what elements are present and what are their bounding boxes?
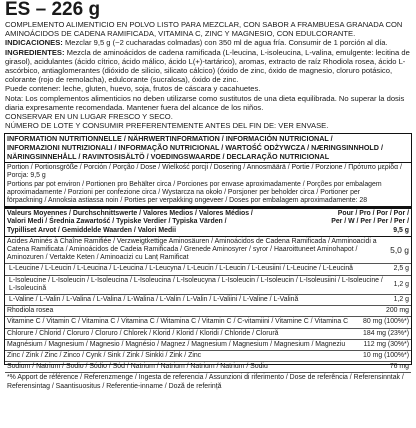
nutrition-table — [4, 133, 412, 390]
indications-paragraph — [5, 38, 412, 47]
per-serving-amount: 9,5 g — [393, 226, 409, 234]
nutrition-header-line: NÄRINGSINNEHÅLL / RAVINTOSISÄLTÖ / VOEDINGSWAARDE / DECLARAÇÃO NUTRICIONAL — [7, 151, 330, 161]
portions-per-container-line: Portions par pot environ / Portionen pro Behälter circa / Porciones por envase aproximadamente / Porções por embalagem — [7, 180, 382, 188]
nutrient-name: Magnésium / Magnesium / Magnesio / Magnésio / Magnez / Magnesium / Magnesium / Magnesium / Magneziu — [7, 340, 346, 348]
nutrient-name: L-Leucine / L-Leucin / L-Leucina / L-Leucina / L-Leucyna / L-Leucin / L-Leucin / L-Leusiini / L-Leucine / L-Leucină — [9, 265, 353, 273]
nutrition-header-line: INFORMAZIONI NUTRIZIONALI / INFORMAÇÃO NUTRICIONAL / WARTOŚĆ ODŻYWCZA / NÆRINGSINNHOLD / — [7, 143, 383, 153]
nutrient-row — [5, 351, 411, 362]
average-values-header — [5, 209, 411, 237]
ingredients-paragraph — [5, 48, 412, 85]
average-values-line: Valori Medi / Średnia Zawartość / Typiske Verdier / Typiska Värden / — [7, 218, 227, 226]
portions-per-container-line: aproximadamente / Porzioni per confezione circa / Wystarcza na około / Porsjoner per beholder circa / Portioner per — [7, 188, 361, 196]
per-serving-label — [331, 210, 409, 235]
nutrient-row — [5, 329, 411, 340]
nutrient-row — [5, 264, 411, 275]
may-contain-text: Puede contener: leche, gluten, huevo, soja, frutos de cáscara y cacahuetes. — [5, 84, 261, 94]
nutrient-value: 200 mg — [386, 307, 409, 315]
nutrient-name: Rhodiola rosea — [7, 307, 54, 315]
nutrient-value: 80 mg (100%*) — [363, 318, 409, 326]
average-values-label — [7, 210, 253, 235]
nutrient-name: Vitamine C / Vitamin C / Vitamina C / Vitamina C / Witamina C / Vitamin C / C-vitamiini / Vitamine C / Vitamina C — [7, 318, 349, 326]
reference-intake-footnote: *% Apport de référence / Referenzmenge / Ingesta de referencia / Assunzioni di riferimento / Dose de referência / Referensinntak / Referensintag / Saantisuositus / Referentie-inname / Doză de referință — [7, 374, 404, 390]
product-summary: COMPLEMENTO ALIMENTICIO EN POLVO LISTO PARA MEZCLAR, CON SABOR A FRAMBUESA GRANADA CON AMINOÁCIDOS DE CADENA RAMIFICADA, VITAMINA C, ZINC Y MAGNESIO, CON EDULCORANTE. — [5, 20, 403, 39]
nutrient-value: 184 mg (23%*) — [363, 329, 409, 337]
nutrient-rows — [5, 237, 411, 374]
nutrient-value: 1,2 g — [393, 296, 409, 304]
portion-size-line: Portion / Portionsgröße / Porción / Porção / Dose / Wielkość porcji / Dosering / Annosmäärä / Portie / Porzione / Πρότυπο μερίδα / Porcja: 9,5 g — [7, 164, 402, 180]
nutrient-name: Chlorure / Chlorid / Cloruro / Cloruro / Chlorek / Klorid / Klorid / Kloridi / Chloride / Clorură — [7, 329, 279, 337]
nutrient-row — [5, 362, 411, 373]
per-serving-line: Per / W / Per / Per / Per / — [331, 218, 409, 226]
indications-text: Mezclar 9,5 g (~2 cucharadas colmadas) con 350 ml de agua fría. Consumir de 1 porción al día. — [64, 38, 388, 48]
nutrient-name: Zinc / Zink / Zinc / Zinco / Cynk / Sink / Zink / Sinkki / Zink / Zinc — [7, 352, 202, 360]
product-description — [0, 20, 416, 130]
storage-text: CONSERVAR EN UN LUGAR FRESCO Y SECO. — [5, 112, 173, 122]
nutrient-row — [5, 340, 411, 351]
nutrient-value: 5,0 g — [390, 245, 409, 256]
nutrient-value: 76 mg — [389, 363, 409, 371]
nutrient-name: Acides Aminés à Chaîne Ramifiée / Verzweigtkettige Aminosäuren / Aminoácidos de Cadena Ramificada / Amminoacidi a Catena Ramificata / Aminoácidos de Cadeia Ramificada / Grenede Aminosyrer / syror / Haaroittuneet Aminohapot / Aminozuren / Vertakte Keten / Aminoacizi cu Lanț Ramificat — [7, 237, 377, 262]
nutrient-row — [5, 317, 411, 328]
nutrient-name: L-Valine / L-Valin / L-Valina / L-Valina / L-Walina / L-Valin / L-Valin / L-Valiini / L-Valine / L-Valină — [9, 296, 299, 304]
nutrient-name: Sodium / Natrium / Sodio / Sódio / Sód / Natrium / Natrium / Natrium / Natrium / Sodiu — [7, 363, 268, 371]
note-paragraph — [5, 94, 412, 112]
average-values-line: Valeurs Moyennes / Durchschnittswerte / Valores Medios / Valores Médios / — [7, 210, 253, 218]
ingredients-label: INGREDIENTES: — [5, 47, 65, 57]
per-serving-line: Pour / Pro / Por / Por / — [337, 210, 409, 218]
nutrient-row — [5, 276, 411, 295]
lot-text: NÚMERO DE LOTE Y CONSUMIR PREFERENTEMENTE ANTES DEL FIN DE: VER ENVASE. — [5, 121, 329, 131]
language-title: ES – 226 g — [5, 0, 101, 20]
nutrition-header-line: INFORMATION NUTRITIONNELLE / NÄHRWERTINFORMATION / INFORMACIÓN NUTRICIONAL / — [7, 134, 333, 144]
ingredients-text: Mezcla de aminoácidos de cadena ramificada (L-leucina, L-isoleucina, L-valina, emulgente: lecitina de girasol), acidulantes (ácido cítrico, ácido málico, ácido L(+)-tartárico), aromas, extracto de raíz Rhodiola rosea, ácido L-ascórbico, antiaglomerantes (dióxido de silicio, silicato cálcico) (óxido de zinc, óxido de magnesio, cloruro potásico, colorante (rojo de remolacha), edulcorante (sucralosa), óxido de zinc. — [5, 47, 410, 85]
nutrient-row — [5, 306, 411, 317]
nutrient-value: 1,2 g — [393, 280, 409, 288]
nutrient-name: L-Isoleucine / L-Isoleucin / L-Isoleucina / L-Isoleucina / L-Isoleucyna / L-Isoleucin / L-Isoleucin / L-Isoleusiini / L-Isoleucine / L-Isoleucină — [9, 276, 383, 292]
nutrient-value: 10 mg (100%*) — [363, 352, 409, 360]
nutrient-row — [5, 295, 411, 306]
note-text: Los complementos alimenticios no deben utilizarse como sustitutos de una dieta equilibrada. No superar la dosis diaria expresamente recomendada. Mantener fuera del alcance de los niños. — [5, 93, 405, 112]
note-label: Nota: — [5, 93, 24, 103]
nutrient-value: 112 mg (30%*) — [363, 340, 409, 348]
portions-per-container-line: förpackning / Annoksia astiassa noin / Porties per verpakking ongeveer / Doses por embalagem aproximadamente: 28 — [7, 197, 368, 205]
average-values-line: Typilliset Arvot / Gemiddelde Waarden / Valori Medii — [7, 226, 176, 234]
nutrient-row — [5, 237, 411, 265]
portion-info — [5, 163, 411, 209]
nutrient-value: 2,5 g — [393, 265, 409, 273]
nutrition-header — [5, 134, 411, 163]
indications-label: INDICACIONES: — [5, 38, 63, 48]
